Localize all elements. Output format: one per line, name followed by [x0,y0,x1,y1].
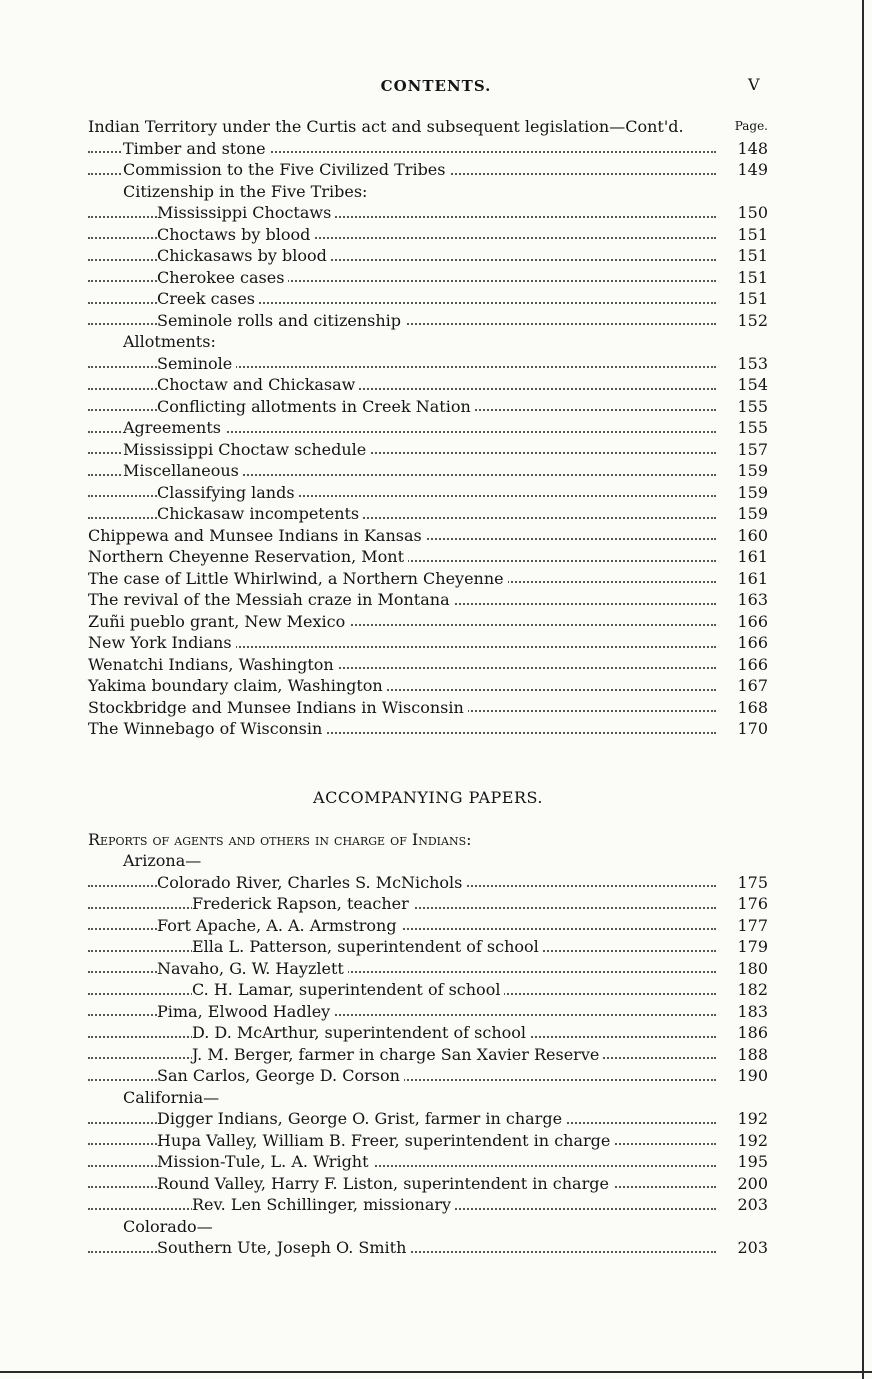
toc-lead: Indian Territory under the Curtis act and subsequent legislation—Cont'd. [88,117,688,136]
toc-entry [88,310,768,332]
entry-label: Colorado River, Charles S. McNichols [157,873,466,892]
entry-page: 166 [737,633,768,652]
entry-label: The case of Little Whirlwind, a Northern Cheyenne [88,569,508,588]
contents-body [88,116,768,1259]
entry-page: 203 [737,1195,768,1214]
entry-label: Chickasaw incompetents [157,504,363,523]
entry-page: 160 [737,525,768,545]
toc-entry [88,245,768,267]
entry-label: New York Indians [88,633,236,652]
entry-label: J. M. Berger, farmer in charge San Xavier Reserve [192,1045,603,1064]
toc-entry [88,1216,768,1238]
toc-entry [88,1151,768,1173]
toc-entry [88,138,768,160]
toc-entry [88,482,768,504]
toc-entry [88,1173,768,1195]
toc-entry [88,1001,768,1023]
entry-page: 151 [737,246,768,265]
entry-label: Stockbridge and Munsee Indians in Wisconsin [88,698,468,717]
entry-page: 180 [737,958,768,978]
entry-page: 161 [737,568,768,588]
entry-label: D. D. McArthur, superintendent of school [192,1023,530,1042]
toc-entry [88,546,768,568]
entry-label: Hupa Valley, William B. Freer, superintendent in charge [157,1131,614,1150]
toc-entry [88,1044,768,1066]
entry-page: 168 [737,697,768,717]
toc-entry [88,417,768,439]
entry-label: Mississippi Choctaws [157,203,335,222]
toc-entry [88,718,768,740]
entry-label: Colorado— [123,1217,217,1236]
entry-page: 149 [737,160,768,179]
entry-page: 151 [737,289,768,308]
entry-page: 167 [737,676,768,695]
entry-page: 151 [737,267,768,287]
entry-label: California— [123,1088,223,1107]
toc-entry [88,1065,768,1087]
toc-entry [88,159,768,181]
entry-page: 166 [737,611,768,631]
accompanying-list [88,850,768,1259]
entry-label: Allotments: [123,332,220,351]
entry-label: Wenatchi Indians, Washington [88,655,338,674]
toc-entry [88,331,768,353]
toc-entry [88,675,768,697]
entry-page: 182 [737,980,768,999]
entry-label: Classifying lands [157,483,299,502]
toc-entry [88,288,768,310]
entry-page: 161 [737,547,768,566]
entry-label: Pima, Elwood Hadley [157,1002,334,1021]
entry-page: 148 [737,138,768,158]
entry-label: Commission to the Five Civilized Tribes [123,160,449,179]
entry-label: San Carlos, George D. Corson [157,1066,404,1085]
entry-page: 159 [737,461,768,480]
entry-label: Cherokee cases [157,268,288,287]
entry-label: Zuñi pueblo grant, New Mexico [88,612,349,631]
entry-label: Conflicting allotments in Creek Nation [157,397,475,416]
toc-entry [88,915,768,937]
toc-entry [88,224,768,246]
entry-label: The revival of the Messiah craze in Montana [88,590,454,609]
toc-entry [88,611,768,633]
entry-page: 150 [737,203,768,222]
toc-entry [88,589,768,611]
accompanying-papers-title: ACCOMPANYING PAPERS. [313,787,543,807]
toc-entry [88,936,768,958]
entry-label: Citizenship in the Five Tribes: [123,182,371,201]
entry-label: C. H. Lamar, superintendent of school [192,980,504,999]
toc-entry [88,1108,768,1130]
toc-entry [88,525,768,547]
toc-entry [88,1237,768,1259]
toc-entry [88,568,768,590]
entry-label: Southern Ute, Joseph O. Smith [157,1238,410,1257]
toc-entry [88,632,768,654]
entry-page: 203 [737,1238,768,1257]
entry-page: 186 [737,1023,768,1042]
entry-label: Miscellaneous [123,461,243,480]
entry-page: 177 [737,915,768,935]
toc-entry [88,353,768,375]
entry-page: 159 [737,482,768,502]
entry-page: 163 [737,590,768,609]
toc-entry [88,181,768,203]
toc-entry [88,396,768,418]
toc-entry [88,439,768,461]
toc-entry [88,1130,768,1152]
entry-label: Agreements [123,418,225,437]
entry-page: 152 [737,310,768,330]
entry-label: Round Valley, Harry F. Liston, superintendent in charge [157,1174,613,1193]
entry-label: Digger Indians, George O. Grist, farmer in charge [157,1109,566,1128]
toc-entry [88,1087,768,1109]
page-edge-right [862,0,864,1379]
entry-page: 192 [737,1109,768,1128]
toc-entry [88,503,768,525]
page-column-heading: Page. [734,119,768,133]
page-numeral: V [748,75,760,94]
entry-page: 155 [737,396,768,416]
page-edge-bottom [0,1371,872,1373]
entry-page: 154 [737,375,768,394]
entry-label: Creek cases [157,289,259,308]
entry-page: 176 [737,894,768,913]
entry-page: 179 [737,937,768,956]
entry-page: 200 [737,1173,768,1193]
toc-entry [88,979,768,1001]
entry-label: Rev. Len Schillinger, missionary [192,1195,455,1214]
toc-entry [88,460,768,482]
toc-entry [88,202,768,224]
entry-label: Arizona— [123,851,205,870]
toc-entry [88,267,768,289]
entry-page: 190 [737,1066,768,1085]
entry-label: Choctaws by blood [157,225,314,244]
toc-entry [88,1022,768,1044]
entry-page: 166 [737,654,768,674]
toc-entry [88,850,768,872]
entry-label: Seminole rolls and citizenship [157,311,405,330]
entry-page: 153 [737,353,768,373]
toc-entry [88,374,768,396]
entry-page: 195 [737,1152,768,1171]
entry-label: Yakima boundary claim, Washington [88,676,387,695]
entry-page: 155 [737,418,768,437]
entry-page: 170 [737,719,768,738]
entry-label: Mission-Tule, L. A. Wright [157,1152,373,1171]
entry-label: Choctaw and Chickasaw [157,375,359,394]
entry-label: Chippewa and Munsee Indians in Kansas [88,526,426,545]
toc-entry [88,893,768,915]
entry-label: Mississippi Choctaw schedule [123,440,370,459]
toc-entry [88,697,768,719]
entry-label: Timber and stone [123,139,270,158]
toc-entry [88,1194,768,1216]
entry-page: 188 [737,1044,768,1064]
entry-label: Navaho, G. W. Hayzlett [157,959,348,978]
entry-label: Seminole [157,354,236,373]
entry-page: 175 [737,872,768,892]
toc-entry [88,872,768,894]
entry-label: Chickasaws by blood [157,246,331,265]
entry-page: 159 [737,504,768,523]
running-title: CONTENTS. [380,77,492,95]
entry-page: 192 [737,1130,768,1150]
entry-label: Northern Cheyenne Reservation, Mont [88,547,408,566]
toc-lead-row [88,116,768,138]
entry-label: Fort Apache, A. A. Armstrong [157,916,401,935]
entry-page: 157 [737,439,768,459]
entry-label: Frederick Rapson, teacher [192,894,413,913]
reports-subhead: Reports of agents and others in charge of Indians: [88,829,472,849]
toc-entry [88,654,768,676]
entry-label: The Winnebago of Wisconsin [88,719,326,738]
toc-entry [88,958,768,980]
entry-page: 151 [737,224,768,244]
entry-label: Ella L. Patterson, superintendent of school [192,937,543,956]
entry-page: 183 [737,1001,768,1021]
toc-list [88,138,768,740]
